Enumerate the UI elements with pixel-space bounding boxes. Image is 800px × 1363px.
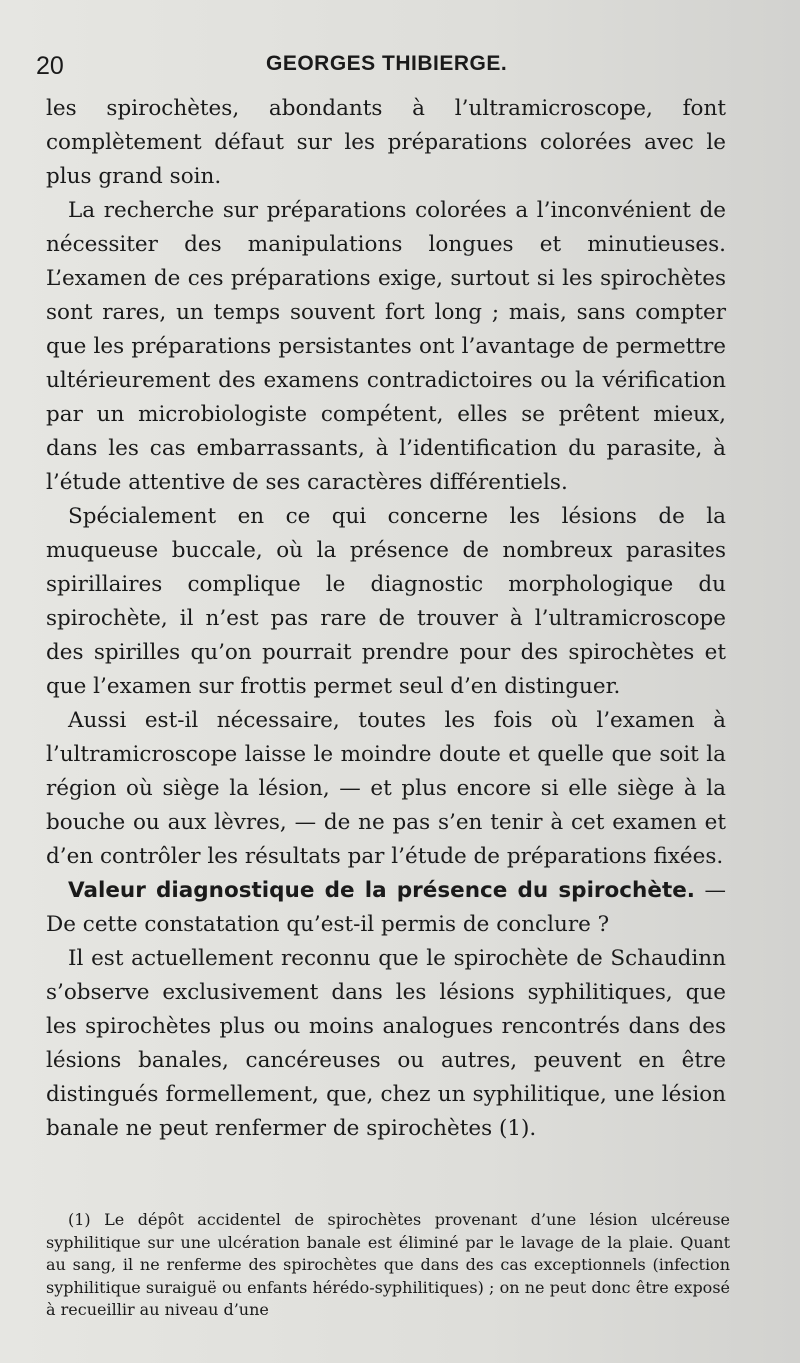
body-text bbox=[46, 92, 726, 1146]
paragraph: les spirochètes, abondants à l’ultramicroscope, font complètement défaut sur les préparations colorées avec le plus grand soin. bbox=[46, 96, 726, 189]
section-heading-continuation: — De cette constatation qu’est-il permis de conclure ? bbox=[46, 878, 726, 937]
page-header bbox=[36, 52, 730, 88]
paragraph: La recherche sur préparations colorées a l’inconvénient de nécessiter des manipulations longues et minutieuses. L’examen de ces préparations exige, surtout si les spirochètes sont rares, un temps souvent fort long ; mais, sans compter que les préparations persistantes ont l’avantage de permettre ultérieurement des examens contradictoires ou la vérification par un microbiologiste compétent, elles se prêtent mieux, dans les cas embarrassants, à l’identification du parasite, à l’étude attentive de ses caractères différentiels. bbox=[46, 198, 726, 495]
paragraph: Il est actuellement reconnu que le spirochète de Schaudinn s’observe exclusivement dans les lésions syphilitiques, que les spirochètes plus ou moins analogues rencontrés dans des lésions banales, cancéreuses ou autres, peuvent en être distingués formellement, que, chez un syphilitique, une lésion banale ne peut renfermer de spirochètes (1). bbox=[46, 946, 726, 1141]
page-number: 20 bbox=[36, 52, 64, 80]
section-heading: Valeur diagnostique de la présence du spirochète. bbox=[68, 878, 695, 903]
paragraph: Aussi est-il nécessaire, toutes les fois où l’examen à l’ultramicroscope laisse le moindre doute et quelle que soit la région où siège la lésion, — et plus encore si elle siège à la bouche ou aux lèvres, — de ne pas s’en tenir à cet examen et d’en contrôler les résultats par l’étude de préparations fixées. bbox=[46, 708, 726, 869]
running-head: GEORGES THIBIERGE. bbox=[266, 52, 508, 75]
footnote bbox=[46, 1209, 730, 1322]
paragraph: Spécialement en ce qui concerne les lésions de la muqueuse buccale, où la présence de nombreux parasites spirillaires complique le diagnostic morphologique du spirochète, il n’est pas rare de trouver à l’ultramicroscope des spirilles qu’on pourrait prendre pour des spirochètes et que l’examen sur frottis permet seul d’en distinguer. bbox=[46, 504, 726, 699]
footnote-text: (1) Le dépôt accidentel de spirochètes provenant d’une lésion ulcéreuse syphilitique sur une ulcération banale est éliminé par le lavage de la plaie. Quant au sang, il ne renferme des spirochètes que dans des cas exceptionnels (infection syphilitique suraiguë ou enfants hérédo-syphilitiques) ; on ne peut donc être exposé à recueillir au niveau d’une bbox=[46, 1210, 730, 1319]
section-heading-paragraph bbox=[46, 874, 726, 942]
